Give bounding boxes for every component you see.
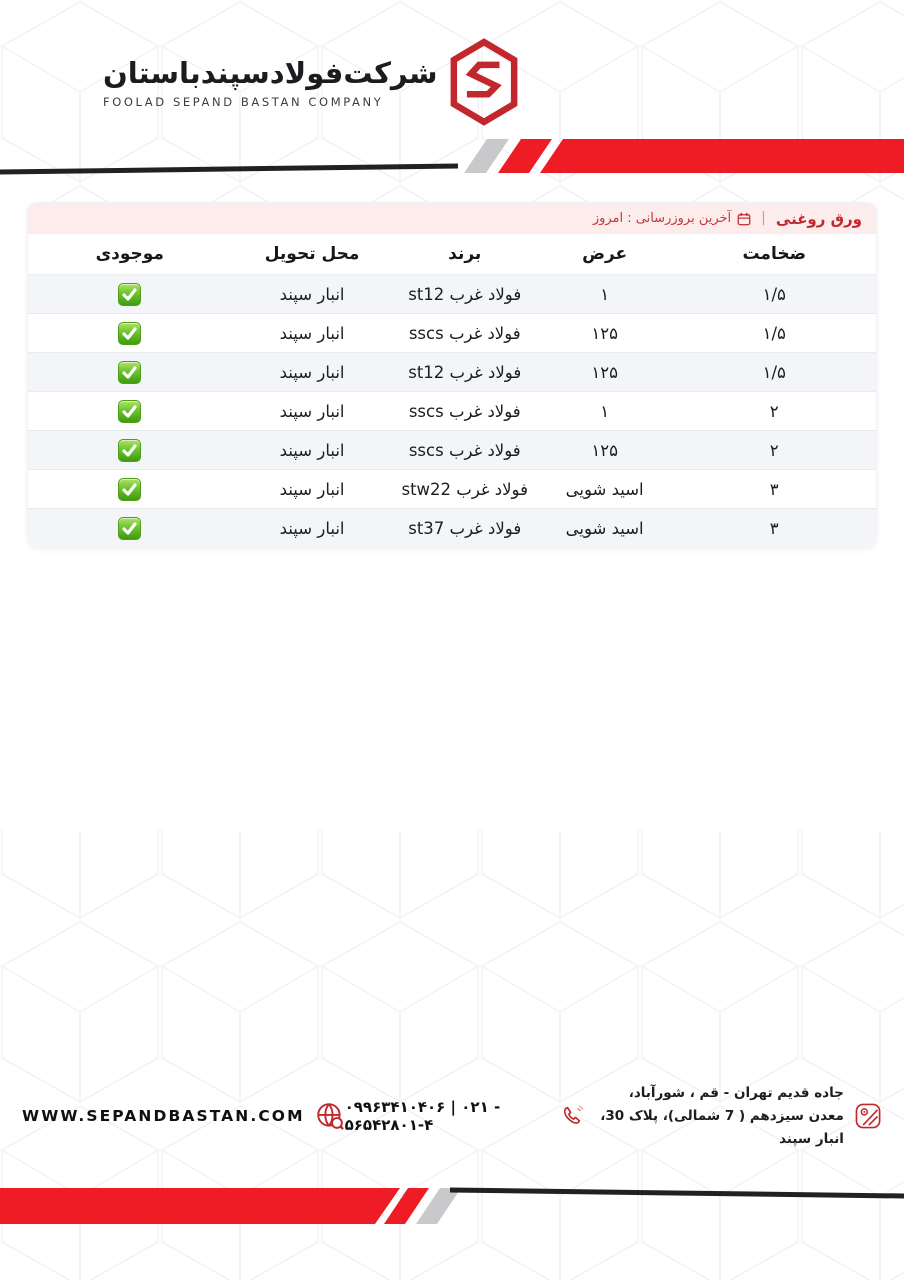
cell-width: ۱۲۵: [537, 431, 673, 470]
title-separator: |: [761, 209, 766, 226]
cell-thickness: ۳: [769, 518, 779, 538]
phone-numbers: ۰۹۹۶۳۴۱۰۴۰۶ | ۰۲۱ - ۵۶۵۴۲۸۰۱-۴: [344, 1098, 501, 1135]
price-table: [28, 234, 876, 547]
green-check-icon: [118, 439, 141, 462]
cell-delivery: انبار سپند: [232, 314, 393, 353]
cell-stock: [28, 353, 232, 392]
table-row: [28, 275, 876, 314]
cell-stock: [28, 314, 232, 353]
cell-stock: [28, 275, 232, 314]
cell-delivery: انبار سپند: [279, 518, 345, 538]
bottom-banner-stripe: [0, 1178, 904, 1238]
table-title-bar: [28, 203, 876, 234]
cell-thickness: ۱/۵: [672, 353, 876, 392]
table-row: [28, 509, 876, 548]
cell-stock: [28, 470, 232, 509]
location-pin-icon: [854, 1099, 882, 1133]
product-table-card: [28, 203, 876, 547]
last-update: [593, 211, 751, 226]
table-row: [28, 470, 876, 509]
address-group: [585, 1082, 882, 1151]
cell-delivery: انبار سپند: [232, 392, 393, 431]
green-check-icon: [118, 322, 141, 345]
cell-delivery: انبار سپند: [232, 353, 393, 392]
cell-width: ۱۲۵: [537, 353, 673, 392]
cell-width: ۱۲۵: [537, 314, 673, 353]
col-header-delivery: محل تحویل: [232, 234, 393, 275]
green-check-icon: [118, 478, 141, 501]
col-header-brand: برند: [393, 234, 537, 275]
last-update-text: آخرین بروزرسانی : امروز: [592, 211, 732, 226]
address-line-1: جاده قدیم تهران - قم ، شورآباد،: [628, 1085, 844, 1101]
phone-group: [345, 1098, 586, 1134]
calendar-icon: [737, 212, 751, 226]
website-group: [22, 1101, 345, 1131]
cell-brand: فولاد غرب sscs: [393, 392, 537, 431]
cell-thickness: ۲: [672, 392, 876, 431]
cell-brand: فولاد غرب st12: [393, 353, 537, 392]
green-check-icon: [118, 517, 141, 540]
cell-thickness: ۳: [672, 470, 876, 509]
company-name-en: FOOLAD SEPAND BASTAN COMPANY: [103, 94, 384, 109]
green-check-icon: [118, 400, 141, 423]
table-row: [28, 431, 876, 470]
cell-width: ۱: [537, 392, 673, 431]
col-header-width: عرض: [537, 234, 673, 275]
cell-brand: فولاد غرب sscs: [393, 314, 537, 353]
website-link[interactable]: WWW.SEPANDBASTAN.COM: [22, 1107, 305, 1126]
table-header-row: [28, 234, 876, 275]
cell-thickness: ۱/۵: [672, 275, 876, 314]
address-line-2: معدن سیزدهم ( 7 شمالی)، پلاک 30، انبار سپند: [600, 1107, 844, 1147]
cell-stock: [28, 509, 232, 548]
cell-width: اسید شویی: [537, 470, 673, 509]
table-row: [28, 353, 876, 392]
globe-search-icon: [315, 1101, 345, 1131]
cell-stock: [28, 392, 232, 431]
cell-width: اسید شویی: [565, 518, 644, 538]
cell-delivery: انبار سپند: [232, 470, 393, 509]
green-check-icon: [118, 283, 141, 306]
cell-delivery: انبار سپند: [232, 275, 393, 314]
cell-thickness: ۲: [672, 431, 876, 470]
cell-brand: فولاد غرب stw22: [393, 470, 537, 509]
cell-stock: [28, 431, 232, 470]
table-row: [28, 314, 876, 353]
footer-contact-bar: [0, 1082, 904, 1151]
company-name-fa: شرکت‌فولادسپندباستان: [103, 56, 438, 91]
sheet-title: ورق روغنی: [775, 209, 862, 228]
address-text: [585, 1082, 844, 1151]
cell-brand: فولاد غرب st12: [393, 275, 537, 314]
cell-brand: فولاد غرب sscs: [393, 431, 537, 470]
col-header-thickness: ضخامت: [672, 234, 876, 275]
cell-width: ۱: [537, 275, 673, 314]
col-header-stock: موجودی: [28, 234, 232, 275]
table-row: [28, 392, 876, 431]
cell-delivery: انبار سپند: [232, 431, 393, 470]
cell-brand: فولاد غرب st37: [408, 518, 522, 538]
cell-thickness: ۱/۵: [672, 314, 876, 353]
phone-icon: [560, 1101, 585, 1131]
top-banner-stripe: [0, 0, 904, 190]
green-check-icon: [118, 361, 141, 384]
